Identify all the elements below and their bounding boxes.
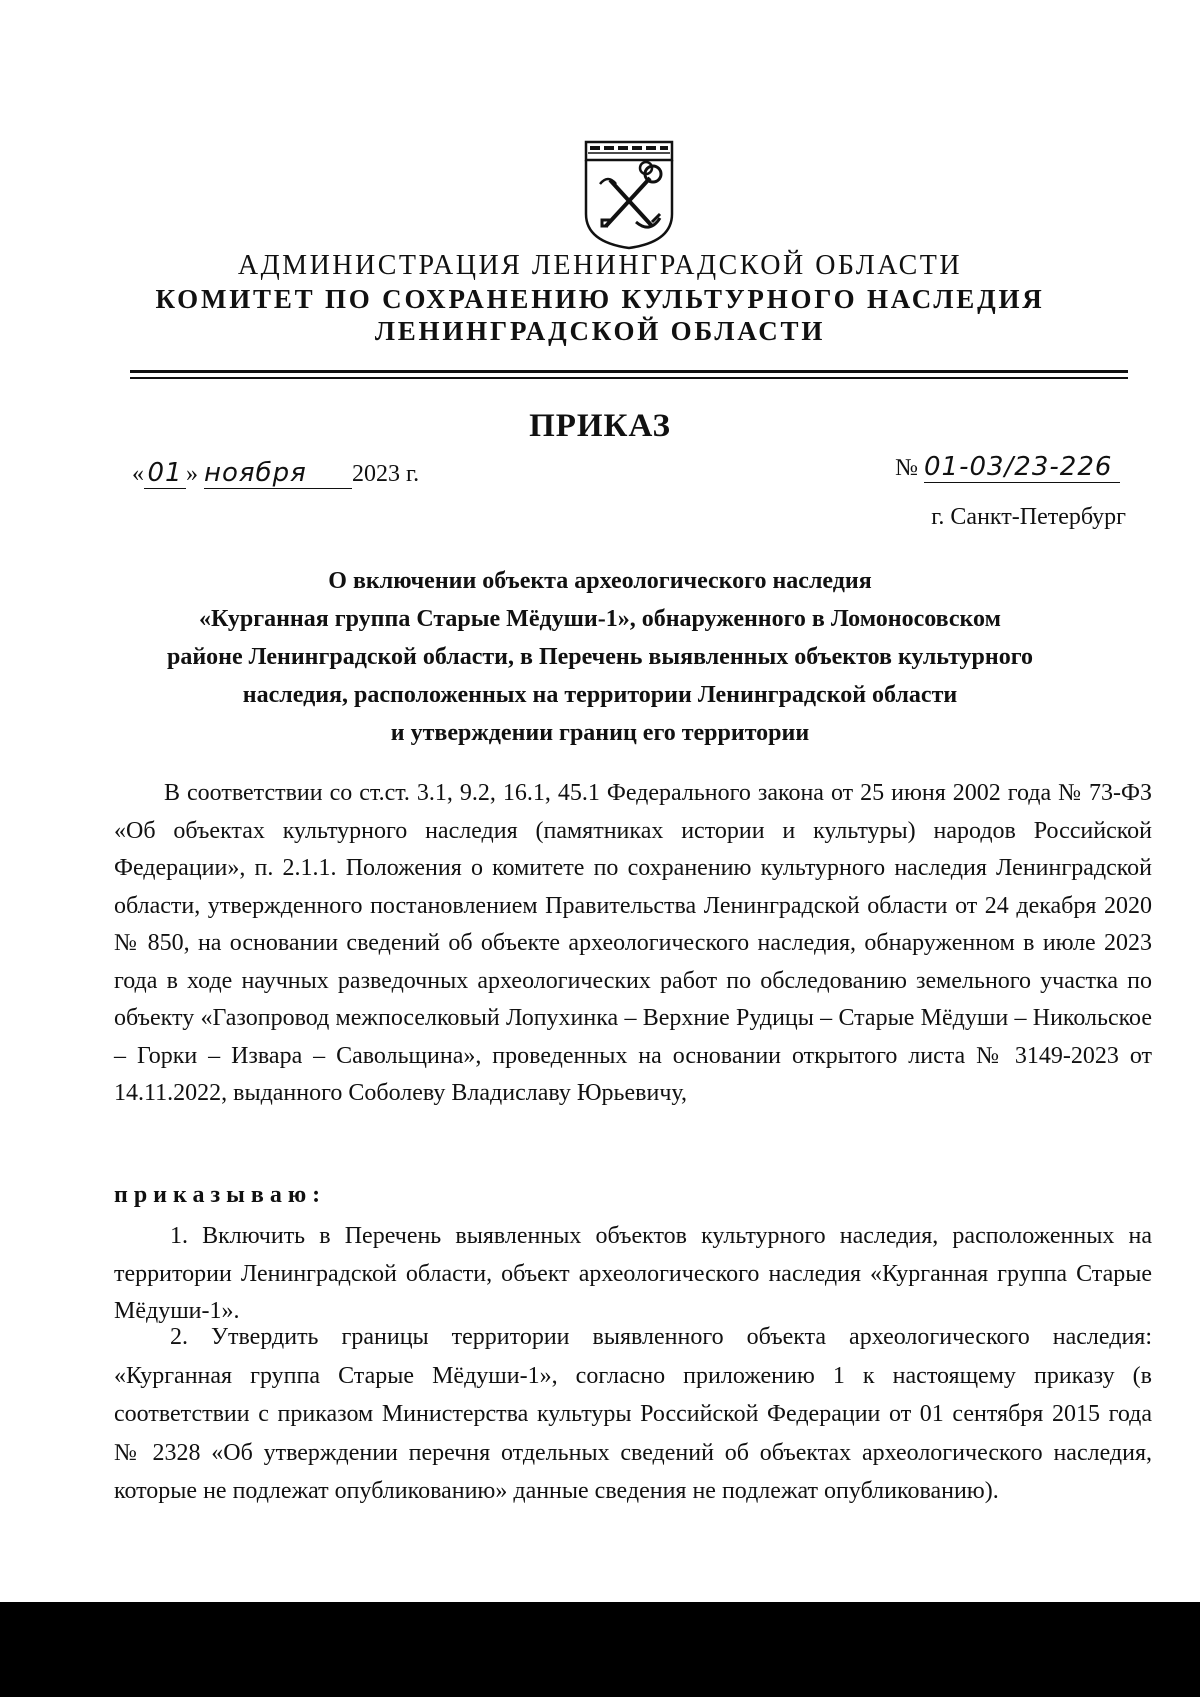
- date-year: 2023 г.: [352, 461, 420, 487]
- subject-line: районе Ленинградской области, в Перечень выявленных объектов культурного: [166, 644, 1034, 670]
- order-number: [895, 452, 1120, 483]
- number-value: 01-03/23-226: [924, 452, 1120, 483]
- order-item-1: 1. Включить в Перечень выявленных объектов культурного наследия, расположенных на территории Ленинградской области, объект археологического наследия «Курганная группа Старые Мёдуши-1».: [114, 1223, 1152, 1324]
- subject-line: О включении объекта археологического наследия: [328, 568, 872, 594]
- date-month: ноября: [204, 458, 352, 489]
- order-title: ПРИКАЗ: [529, 408, 671, 444]
- command-word: приказываю:: [114, 1182, 327, 1208]
- coat-of-arms-icon: [580, 138, 678, 250]
- header-divider-thin: [130, 377, 1128, 379]
- administration-title: АДМИНИСТРАЦИЯ ЛЕНИНГРАДСКОЙ ОБЛАСТИ: [237, 250, 963, 281]
- subject-line: «Курганная группа Старые Мёдуши-1», обнаруженного в Ломоносовском: [199, 606, 1001, 632]
- order-item-2: 2. Утвердить границы территории выявленного объекта археологического наследия: «Курганная группа Старые Мёдуши-1», согласно приложению 1 к настоящему приказу (в соответствии с приказом Министерства культуры Российской Федерации от 01 сентября 2015 года № 2328 «Об утверждении перечня отдельных сведений об объектах археологического наследия, которые не подлежат опубликованию» данные сведения не подлежат опубликованию).: [114, 1324, 1152, 1504]
- committee-title: КОМИТЕТ ПО СОХРАНЕНИЮ КУЛЬТУРНОГО НАСЛЕДИЯ: [155, 284, 1045, 314]
- date-day: 01: [144, 458, 186, 489]
- number-sign: №: [895, 455, 918, 481]
- preamble-paragraph: В соответствии со ст.ст. 3.1, 9.2, 16.1, 45.1 Федерального закона от 25 июня 2002 года № 73-ФЗ «Об объектах культурного наследия (памятниках истории и культуры) народов Российской Федерации», п. 2.1.1. Положения о комитете по сохранению культурного наследия Ленинградской области, утвержденного постановлением Правительства Ленинградской области от 24 декабря 2020 № 850, на основании сведений об объекте археологического наследия, обнаруженном в июле 2023 года в ходе научных разведочных археологических работ по обследованию земельного участка по объекту «Газопровод межпоселковый Лопухинка – Верхние Рудицы – Старые Мёдуши – Никольское – Горки – Извара – Савольщина», проведенных на основании открытого листа № 3149-2023 от 14.11.2022, выданного Соболеву Владиславу Юрьевичу,: [114, 780, 1152, 1106]
- order-city: г. Санкт-Петербург: [931, 504, 1126, 530]
- date-open-quote: «: [132, 461, 144, 487]
- subject-line: наследия, расположенных на территории Ленинградской области: [242, 682, 958, 708]
- region-title: ЛЕНИНГРАДСКОЙ ОБЛАСТИ: [374, 316, 826, 346]
- subject-line: и утверждении границ его территории: [390, 720, 810, 746]
- date-close-quote: »: [186, 461, 198, 487]
- scan-edge-band: [0, 1602, 1200, 1697]
- order-subject: [100, 562, 1100, 752]
- order-date: [132, 458, 419, 489]
- header-divider-thick: [130, 370, 1128, 373]
